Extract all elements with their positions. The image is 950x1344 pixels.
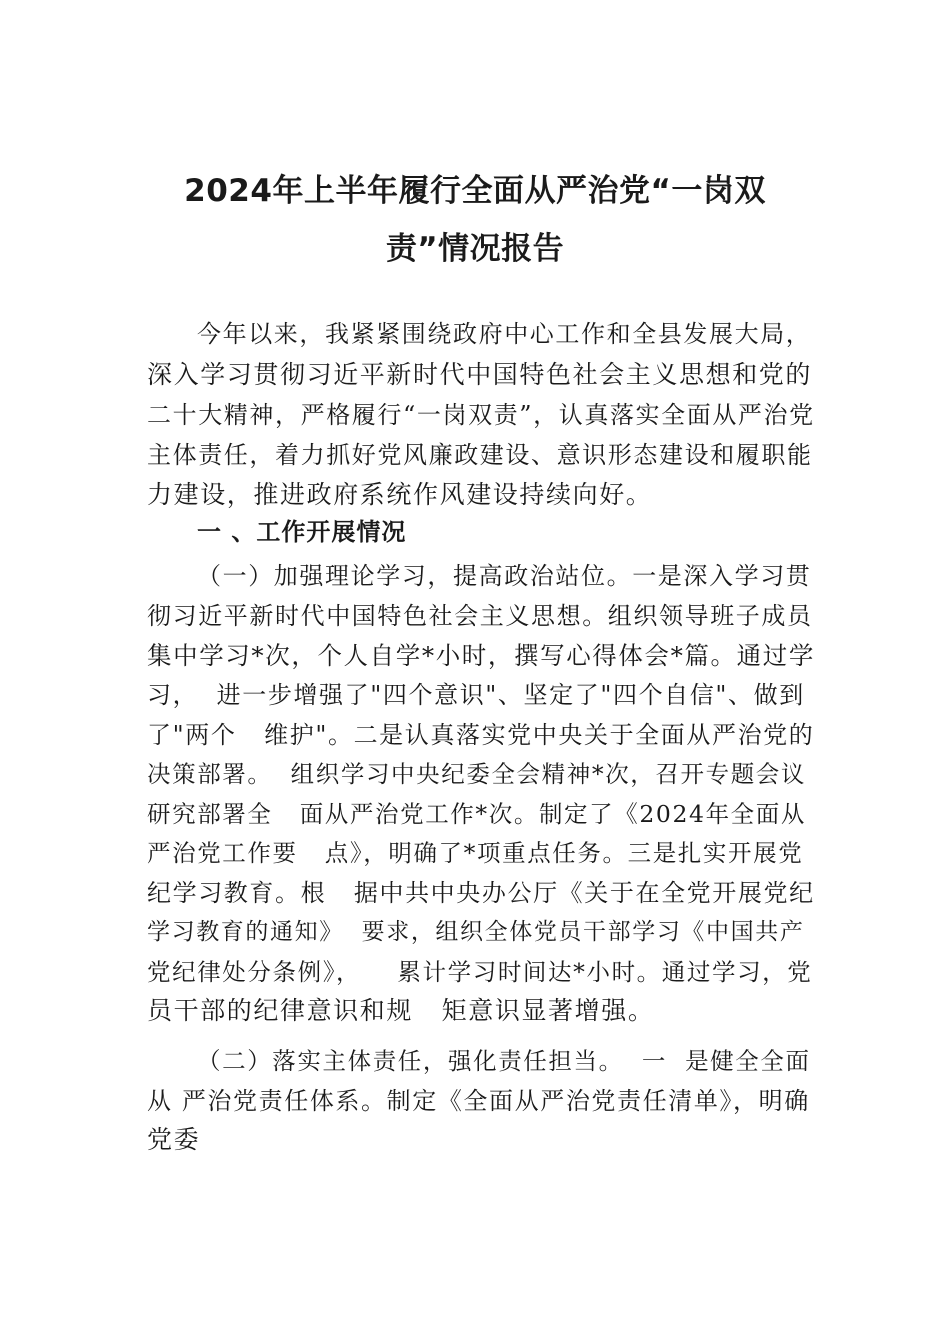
text-line: 严治党工作要 点》，明确了*项重点任务。三是扎实开展党 [147, 839, 804, 867]
text-line: 二十大精神，严格履行“一岗双责”，认真落实全面从严治党 [147, 401, 815, 429]
text-line: 了"两个 维护"。二是认真落实党中央关于全面从严治党的 [147, 721, 815, 749]
text-line: 集中学习*次，个人自学*小时，撰写心得体会*篇。通过学 [147, 641, 815, 670]
text-line: 力建设，推进政府系统作风建设持续向好。 [147, 480, 653, 509]
text-line: 彻习近平新时代中国特色社会主义思想。组织领导班子成员 [147, 602, 813, 630]
document-title-line-1: 2024年上半年履行全面从严治党“一岗双 [184, 173, 766, 209]
text-line: 深入学习贯彻习近平新时代中国特色社会主义思想和党的 [147, 360, 813, 389]
text-line: 决策部署。 组织学习中央纪委全会精神*次，召开专题会议 [147, 760, 806, 788]
text-line: 今年以来，我紧紧围绕政府中心工作和全县发展大局， [197, 320, 812, 348]
text-line: 党委 [147, 1125, 201, 1154]
text-line: 学习教育的通知》 要求，组织全体党员干部学习《中国共产 [147, 919, 805, 945]
section-heading: 一 、工作开展情况 [197, 518, 407, 546]
text-line: （一）加强理论学习，提高政治站位。一是深入学习贯 [197, 562, 812, 590]
text-line: 纪学习教育。根 据中共中央办公厅《关于在全党开展党纪 [147, 879, 815, 907]
document-title-line-2: 责”情况报告 [385, 231, 565, 267]
text-line: 研究部署全 面从严治党工作*次。制定了《2024年全面从 [147, 800, 806, 828]
text-line: （二）落实主体责任，强化责任担当。 一 是健全全面 [197, 1047, 811, 1075]
text-line: 党纪律处分条例》， 累计学习时间达*小时。通过学习，党 [147, 958, 813, 986]
text-line: 员干部的纪律意识和规 矩意识显著增强。 [147, 996, 655, 1025]
text-line: 从 严治党责任体系。制定《全面从严治党责任清单》，明确 [147, 1087, 810, 1115]
text-line: 主体责任，着力抓好党风廉政建设、意识形态建设和履职能 [147, 441, 813, 469]
text-line: 习， 进一步增强了"四个意识"、坚定了"四个自信"、做到 [147, 681, 805, 709]
